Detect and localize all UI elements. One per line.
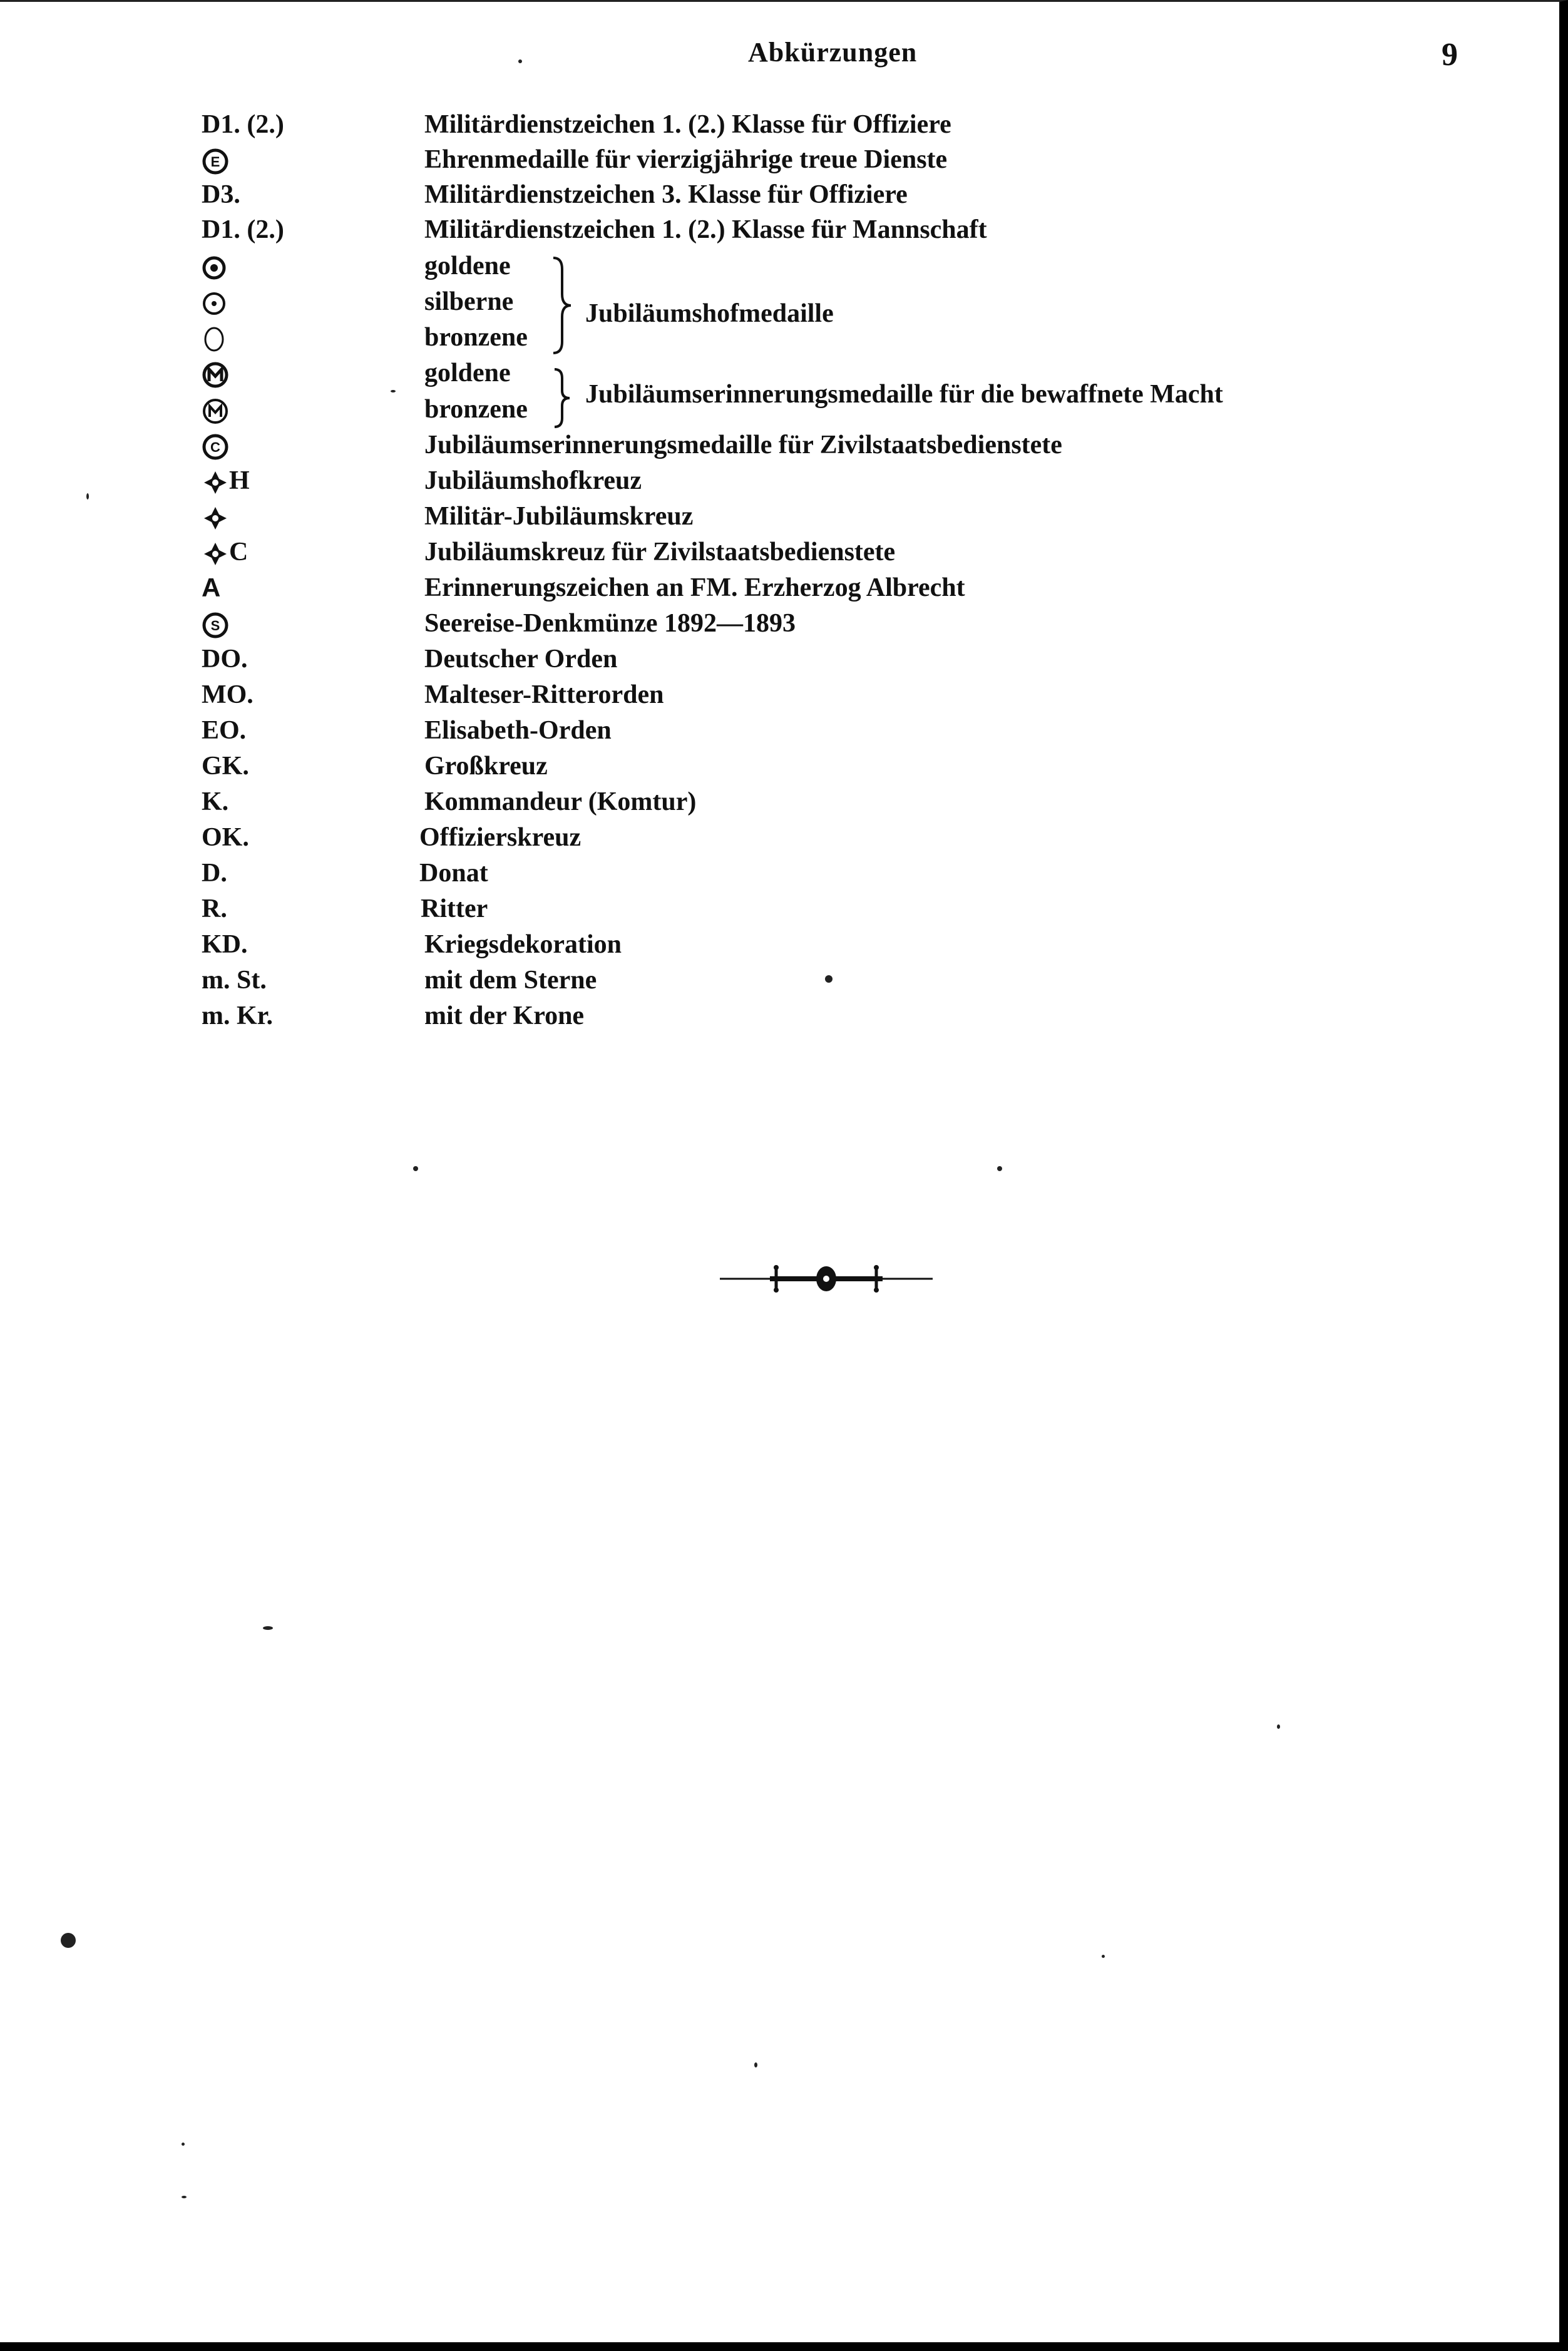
abbr-r: R. (202, 894, 227, 923)
page-title: Abkürzungen (748, 37, 918, 68)
desc-row-21: Donat (419, 859, 488, 888)
desc-row-5: silberne (424, 287, 514, 316)
svg-text:C: C (210, 439, 220, 456)
scan-speck (182, 2143, 185, 2146)
desc-row-7: goldene (424, 359, 511, 387)
abbr-cross-suffix: H (229, 466, 250, 495)
abbr-do: DO. (202, 645, 248, 674)
desc-row-20: Offizierskreuz (419, 823, 582, 852)
group-brace-hofmedaille (550, 255, 575, 356)
scan-speck (86, 493, 89, 499)
cross-icon (202, 469, 229, 496)
desc-row-4: goldene (424, 252, 511, 280)
gold-medal-icon (202, 254, 227, 282)
scan-speck (61, 1933, 76, 1948)
circled-e-icon (202, 148, 229, 175)
abbr-zivil-medal (202, 430, 229, 461)
bronze-medal-icon (202, 325, 227, 353)
abbr-cross-c (202, 537, 248, 568)
cross-icon (202, 540, 229, 568)
abbr-kd: KD. (202, 930, 248, 959)
page-number: 9 (1442, 37, 1458, 73)
abbr-gold-m-medal (202, 358, 229, 389)
abbr-albrecht: A (202, 573, 221, 602)
abbr-cross-military (202, 501, 229, 532)
scan-speck (263, 1626, 273, 1630)
silver-medal-icon (202, 290, 227, 317)
desc-row-2: Militärdienstzeichen 3. Klasse für Offiziere (424, 180, 908, 209)
scan-speck (997, 1166, 1002, 1171)
abbr-d: D. (202, 859, 227, 888)
abbr-cross-h (202, 466, 250, 496)
abbr-d1-2-mannschaft: D1. (2.) (202, 215, 284, 244)
desc-row-17: Elisabeth-Orden (424, 716, 612, 745)
desc-row-6: bronzene (424, 323, 528, 352)
svg-text:S: S (210, 618, 220, 634)
desc-row-14: Seereise-Denkmünze 1892—1893 (424, 609, 796, 638)
abbr-bronze-medal (202, 322, 227, 353)
desc-row-11: Militär-Jubiläumskreuz (424, 502, 694, 531)
desc-row-25: mit der Krone (424, 1001, 585, 1030)
desc-row-12: Jubiläumskreuz für Zivilstaatsbedienstete (424, 538, 896, 566)
cross-icon (202, 505, 229, 532)
abbr-k: K. (202, 787, 229, 816)
abbr-ehrenmedaille (202, 145, 229, 175)
group-label-hofmedaille: Jubiläumshofmedaille (585, 299, 834, 328)
desc-row-0: Militärdienstzeichen 1. (2.) Klasse für Offiziere (424, 110, 951, 139)
desc-row-16: Malteser-Ritterorden (424, 680, 664, 709)
desc-row-19: Kommandeur (Komtur) (424, 787, 697, 816)
desc-row-15: Deutscher Orden (424, 645, 618, 674)
scan-speck (182, 2196, 187, 2198)
desc-row-13: Erinnerungszeichen an FM. Erzherzog Albrecht (424, 573, 965, 602)
abbr-mo: MO. (202, 680, 254, 709)
scan-speck (391, 390, 396, 392)
abbr-d1-2-officers: D1. (2.) (202, 110, 284, 139)
desc-row-8: bronzene (424, 395, 528, 424)
scan-speck (1102, 1955, 1105, 1958)
desc-row-3: Militärdienstzeichen 1. (2.) Klasse für Mannschaft (424, 215, 987, 244)
desc-row-22: Ritter (421, 894, 488, 923)
desc-row-1: Ehrenmedaille für vierzigjährige treue Dienste (424, 145, 948, 174)
abbr-m-kr: m. Kr. (202, 1001, 273, 1030)
scan-speck (754, 2062, 757, 2067)
abbr-ok: OK. (202, 823, 249, 852)
abbr-gold-medal (202, 251, 227, 282)
abbr-bronze-m-medal (202, 394, 229, 425)
abbr-eo: EO. (202, 716, 247, 745)
desc-row-23: Kriegsdekoration (424, 930, 622, 959)
desc-row-24: mit dem Sterne (424, 966, 597, 995)
bronze-m-medal-icon (202, 397, 229, 425)
abbr-seereise (202, 608, 229, 639)
scan-speck (413, 1166, 418, 1171)
desc-row-10: Jubiläumshofkreuz (424, 466, 642, 495)
scan-speck (1277, 1724, 1280, 1729)
gold-m-medal-icon (202, 361, 229, 389)
circled-c-icon (202, 433, 229, 461)
end-ornament-icon (720, 1260, 933, 1298)
svg-text:E: E (210, 154, 220, 170)
scan-speck (518, 59, 522, 63)
abbr-silver-medal (202, 287, 227, 317)
circled-s-icon (202, 612, 229, 639)
scan-speck (825, 975, 833, 983)
desc-row-9: Jubiläumserinnerungsmedaille für Zivilstaatsbedienstete (424, 431, 1062, 459)
abbr-d3: D3. (202, 180, 240, 209)
group-brace-erinnerungsmedaille (550, 367, 575, 429)
group-label-erinnerungsmedaille: Jubiläumserinnerungsmedaille für die bewaffnete Macht (585, 380, 1223, 409)
abbr-gk: GK. (202, 752, 249, 781)
desc-row-18: Großkreuz (424, 752, 548, 781)
abbr-cross-suffix: C (229, 538, 249, 566)
abbr-m-st: m. St. (202, 966, 267, 995)
